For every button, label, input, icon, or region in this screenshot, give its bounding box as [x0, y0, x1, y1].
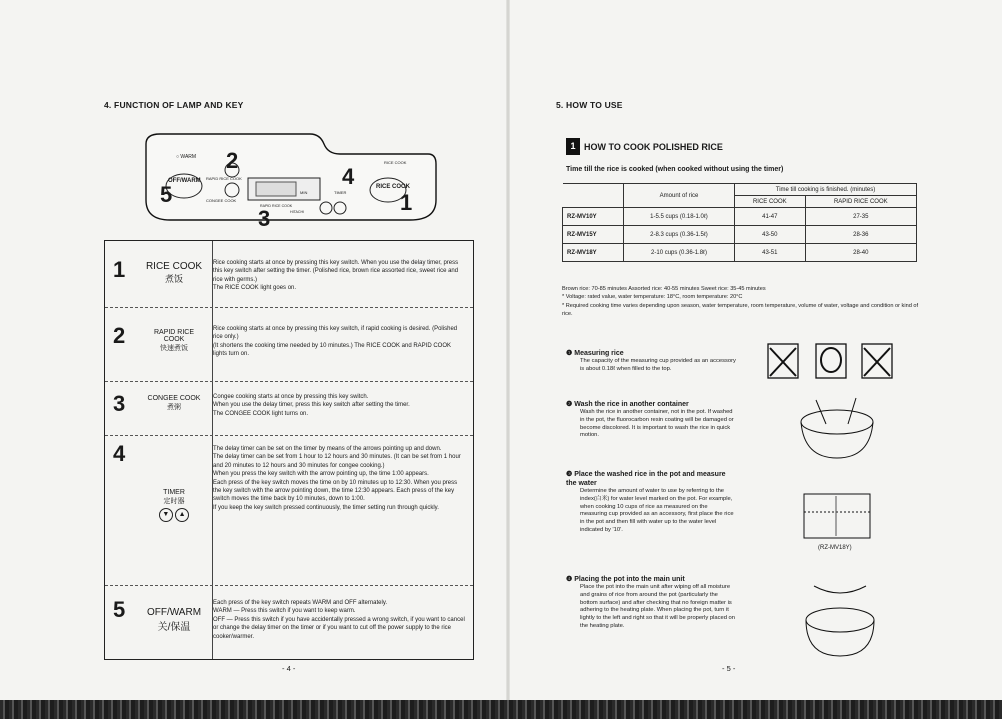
amount-header: Amount of rice	[624, 184, 735, 208]
washing-bowl-illustration	[796, 394, 878, 464]
row-description	[213, 325, 465, 359]
warm-label: WARM	[180, 154, 197, 160]
step-number-icon: ❶	[566, 350, 573, 357]
step-text: The capacity of the measuring cup provided as an accessory is about 0.18ℓ when filled to the top.	[580, 358, 736, 372]
rice-cook-key[interactable]: RICE COOK	[376, 184, 411, 190]
row-key-label	[143, 395, 205, 412]
table-row	[563, 208, 917, 226]
key-name-cn: 关/保温	[157, 622, 191, 633]
timer-down-button[interactable]: ▼	[159, 508, 173, 522]
left-heading: 4. FUNCTION OF LAMP AND KEY	[104, 100, 244, 110]
key-function-table	[104, 240, 474, 660]
badge-1: 1	[400, 190, 413, 215]
rice-cook-cell: 41-47	[735, 208, 806, 226]
rapid-cell: 28-40	[805, 244, 916, 262]
description-line: (It shortens the cooking time needed by 10 minutes.) The RICE COOK and RAPID COOK lights turn on.	[213, 342, 451, 358]
table-header-row	[563, 184, 917, 196]
description-line: If you keep the key switch pressed continuously, the timer setting run through quickly.	[213, 504, 439, 511]
badge-3: 3	[258, 206, 271, 231]
step-wash-rice	[566, 400, 736, 440]
row-description	[213, 599, 465, 641]
key-name-cn: 快速煮饭	[160, 345, 188, 352]
description-line: Each press of the key switch repeats WARM and OFF alternately.	[213, 600, 388, 606]
panel-outline	[140, 130, 440, 222]
key-name: OFF/WARM	[146, 607, 202, 618]
model-cell: RZ-MV10Y	[563, 208, 624, 226]
description-line: The CONGEE COOK light turns on.	[213, 410, 309, 417]
key-name-cn: 定时器	[163, 498, 185, 505]
right-page-number: - 5 -	[722, 664, 736, 673]
step-text: Wash the rice in another container, not in the pot. If washed in the pot, the fluorocarbon resin coating will be damaged or become discolored. It is important to wash the rice in quick motion.	[580, 409, 734, 439]
table-subtitle: Time till the rice is cooked (when cooked without using the timer)	[566, 166, 784, 173]
step-place-pot	[566, 575, 736, 631]
row-key-label	[143, 329, 205, 353]
model-cell: RZ-MV18Y	[563, 244, 624, 262]
row-number: 1	[113, 257, 126, 282]
table-row	[563, 226, 917, 244]
table-row	[105, 307, 473, 382]
cooker-illustration	[800, 580, 880, 660]
amount-cell: 2-10 cups (0.36-1.8ℓ)	[624, 244, 735, 262]
step-text: Determine the amount of water to use by referring to the index(白米) for water level marked on the pot. For example, when cooking 10 cups of rice as measured on the measuring cup provided as an accessory, first place the rice in the pot and then fill with water up to the water level indicated by '10'.	[580, 488, 734, 533]
step-title	[566, 575, 736, 584]
left-page-number: - 4 -	[282, 664, 296, 673]
row-key-label	[143, 489, 205, 522]
description-line: Rice cooking starts at once by pressing this key switch. When you use the delay timer, press this key switch after setting the timer. (Polished rice, brown rice assorted rice, sweet rice and rice with germs.)	[213, 260, 459, 283]
table-row	[105, 435, 473, 586]
description-line: Rice cooking starts at once by pressing this key switch, if rapid cooking is desired. (Polished rice only.)	[213, 326, 458, 341]
rapid-cell: 28-36	[805, 226, 916, 244]
description-line: When you press the key switch with the arrow pointing up, the time 1:00 appears.	[213, 471, 429, 478]
table-row	[105, 585, 473, 659]
row-description	[213, 393, 465, 418]
pot-water-level-illustration	[796, 486, 878, 546]
step-number-icon: ❷	[566, 401, 573, 408]
right-heading: 5. HOW TO USE	[556, 100, 623, 110]
section-number-box: 1	[566, 138, 580, 155]
row-number: 5	[113, 597, 126, 622]
badge-4: 4	[342, 164, 355, 189]
rapid-cell: 27-35	[805, 208, 916, 226]
warm-lamp-label: ○ WARM	[176, 154, 197, 160]
rapid-header: RAPID RICE COOK	[805, 196, 916, 208]
description-line: Congee cooking starts at once by pressing this key switch.	[213, 394, 369, 400]
scan-edge-strip	[0, 700, 1002, 719]
step-text: Place the pot into the main unit after wiping off all moisture and grains of rice from around the pot (particularly the bottom surface) and after checking that no foreign matter is adhering to the heating plate. When placing the pot, turn it lightly to the left and right so that it will be properly placed on the heating plate.	[580, 584, 735, 629]
rapid-rice-cook-key[interactable]: RAPID RICE COOK	[206, 176, 242, 181]
display-min: MIN	[300, 190, 308, 195]
step-title	[566, 349, 736, 358]
row-number: 3	[113, 391, 126, 416]
off-warm-key[interactable]: OFF/WARM	[168, 178, 201, 184]
description-line: The delay timer can be set from 1 hour to 12 hours and 30 minutes. (It can be set from 1 hour and 20 minutes to 12 hours and 30 minutes for congee cooking.)	[213, 454, 461, 469]
section-title: HOW TO COOK POLISHED RICE	[584, 142, 723, 152]
step-title-text: Place the washed rice in the pot and measure the water	[566, 471, 726, 487]
cooking-time-table	[562, 183, 917, 262]
description-line: The RICE COOK light goes on.	[213, 285, 297, 292]
control-panel-illustration	[140, 130, 440, 222]
description-line: Each press of the key switch moves the time on by 10 minutes up to 12:30. When you press the key switch with the arrow pointing down, the time 12:30 appears. Each press of the key switch moves the time back by 10 minutes, down to 1:00.	[213, 479, 458, 503]
row-description	[213, 445, 465, 512]
step-title	[566, 400, 736, 409]
step-number-icon: ❹	[566, 576, 573, 583]
key-name: RAPID RICE COOK	[153, 329, 195, 343]
key-name-cn: 煮饭	[164, 274, 183, 284]
note-line: Brown rice: 70-85 minutes Assorted rice: 40-55 minutes Sweet rice: 35-45 minutes	[562, 286, 766, 292]
timer-key-label[interactable]: TIMER	[334, 190, 347, 195]
row-number: 2	[113, 323, 126, 348]
key-name: CONGEE COOK	[147, 395, 201, 402]
table-row	[105, 381, 473, 436]
row-key-label	[143, 261, 205, 285]
description-line: When you use the delay timer, press this key switch after setting the timer.	[213, 402, 410, 409]
congee-cook-key[interactable]: CONGEE COOK	[206, 198, 237, 203]
step-title	[566, 470, 736, 488]
step-number-icon: ❸	[566, 471, 573, 478]
rice-cook-lamp: RICE COOK	[384, 160, 407, 165]
row-key-label	[143, 607, 205, 633]
amount-cell: 1-5.5 cups (0.18-1.0ℓ)	[624, 208, 735, 226]
step-title-text: Wash the rice in another container	[574, 401, 689, 408]
step-measuring-rice	[566, 349, 736, 374]
table-row	[105, 241, 473, 308]
amount-cell: 2-8.3 cups (0.36-1.5ℓ)	[624, 226, 735, 244]
key-name: TIMER	[163, 489, 185, 496]
row-number: 4	[113, 441, 126, 466]
rice-cook-cell: 43-51	[735, 244, 806, 262]
rice-cook-cell: 43-50	[735, 226, 806, 244]
badge-5: 5	[160, 182, 173, 207]
description-line: OFF — Press this switch if you have accidentally pressed a wrong switch, if you want to cancel or change the delay timer on the timer or if you want to cut off the power supply to the rice cooker/warmer.	[213, 616, 465, 640]
blank-header	[563, 184, 624, 208]
model-cell: RZ-MV15Y	[563, 226, 624, 244]
left-page	[0, 0, 506, 700]
description-line: The delay timer can be set on the timer by means of the arrows pointing up and down.	[213, 446, 442, 452]
badge-2: 2	[226, 148, 239, 173]
rapid-lamp: RAPID RICE COOK	[260, 204, 293, 208]
description-line: WARM — Press this switch if you want to keep warm.	[213, 608, 356, 615]
row-description	[213, 259, 465, 293]
step-measure-water	[566, 470, 736, 535]
step-title-text: Placing the pot into the main unit	[574, 576, 685, 583]
key-name-cn: 煮粥	[167, 404, 181, 411]
step-title-text: Measuring rice	[574, 350, 624, 357]
timer-up-button[interactable]: ▲	[175, 508, 189, 522]
table-row	[563, 244, 917, 262]
key-name: RICE COOK	[145, 261, 203, 272]
pot-caption: (RZ-MV18Y)	[818, 545, 852, 551]
rice-cook-header: RICE COOK	[735, 196, 806, 208]
note-line: * Required cooking time varies depending upon season, water temperature, room temperature, volume of water, voltage and condition or kind of rice.	[562, 303, 919, 317]
note-line: * Voltage: rated value, water temperature: 18°C, room temperature: 20°C	[562, 294, 743, 300]
time-header: Time till cooking is finished. (minutes)	[735, 184, 917, 196]
brand-label: HITACHI	[290, 210, 305, 214]
measuring-cup-illustration	[762, 338, 902, 386]
timer-buttons	[143, 508, 205, 522]
